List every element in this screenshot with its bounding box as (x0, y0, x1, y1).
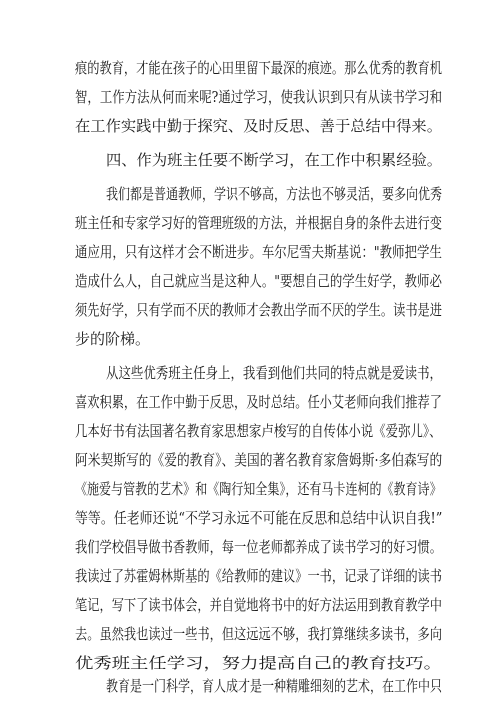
text-line: 我们都是普通教师，学识不够高，方法也不够灵活，要多向优秀 (106, 185, 443, 203)
text-line: 《施爱与管教的艺术》和《陶行知全集》，还有马卡连柯的《教育诗》 (75, 480, 442, 498)
text-line: 通应用，只有这样才会不断进步。车尔尼雪夫斯基说："教师把学生 (75, 243, 442, 261)
text-line: 笔记，写下了读书体会，并自觉地将书中的好方法运用到教育教学中 (75, 596, 443, 614)
text-line: 班主任和专家学习好的管理班级的方法，并根据自身的条件去进行变 (75, 214, 443, 232)
text-line: 造成什么人，自己就应当是这种人。"要想自己的学生好学，教师必 (75, 272, 442, 290)
text-line: 去。虽然我也读过一些书，但这远远不够，我打算继续多读书，多向 (75, 625, 443, 643)
text-line: 我读过了苏霍姆林斯基的《给教师的建议》一书，记录了详细的读书 (75, 567, 443, 585)
text-line: 步的阶梯。 (75, 330, 151, 348)
text-line: 须先好学，只有学而不厌的教师才会教出学而不厌的学生。读书是进 (75, 301, 443, 319)
text-line: 我们学校倡导做书香教师，每一位老师都养成了读书学习的好习惯。 (75, 538, 443, 556)
text-line: 在工作实践中勤于探究、及时反思、善于总结中得来。 (75, 117, 442, 135)
text-line: 痕的教育，才能在孩子的心田里留下最深的痕迹。那么优秀的教育机 (75, 59, 443, 77)
text-line: 从这些优秀班主任身上，我看到他们共同的特点就是爱读书， (106, 364, 443, 382)
text-line: 教育是一门科学，育人成才是一种精雕细刻的艺术，在工作中只 (106, 677, 443, 695)
text-line: 等等。任老师还说“不学习永远不可能在反思和总结中认识自我!” (75, 509, 443, 527)
text-line: 智，工作方法从何而来呢?通过学习，使我认识到只有从读书学习和 (75, 88, 443, 106)
text-line: 阿米契斯写的《爱的教育》、美国的著名教育家詹姆斯·多伯森写的 (75, 451, 443, 469)
text-line: 喜欢积累，在工作中勤于反思，及时总结。任小艾老师向我们推荐了 (75, 393, 443, 411)
section-heading: 四、作为班主任要不断学习，在工作中积累经验。 (106, 151, 443, 169)
text-line: 优秀班主任学习，努力提高自己的教育技巧。 (75, 654, 443, 672)
text-line: 几本好书有法国著名教育家思想家卢梭写的自传体小说《爱弥儿》、 (75, 422, 442, 440)
